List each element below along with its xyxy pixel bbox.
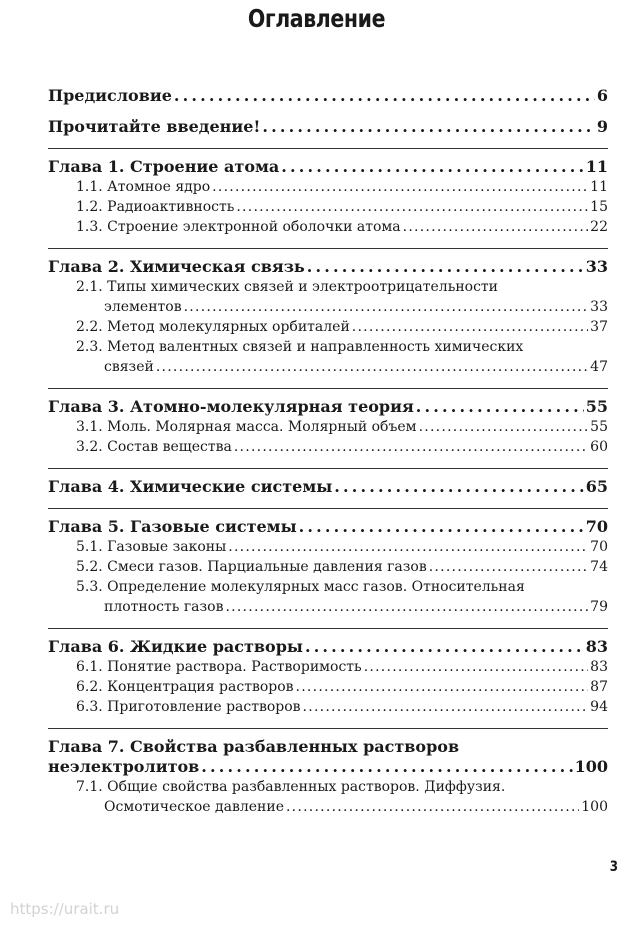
dot-leader xyxy=(403,217,589,237)
toc-page-number: 100 xyxy=(581,799,608,815)
toc-chapter[interactable] xyxy=(48,148,608,177)
dot-leader xyxy=(262,117,594,137)
dot-leader xyxy=(299,517,584,537)
toc-section[interactable] xyxy=(48,437,608,457)
toc-entry-title: 2.1. Типы химических связей и электроотрицательности xyxy=(76,279,498,295)
toc-entry-title: 6.3. Приготовление растворов xyxy=(76,699,301,715)
toc-entry-title: Предисловие xyxy=(48,86,172,105)
dot-leader xyxy=(296,677,589,697)
toc-entry-title: Глава 3. Атомно-молекулярная теория xyxy=(48,397,414,416)
toc-entry-title: Прочитайте введение! xyxy=(48,117,261,136)
toc-page-number: 70 xyxy=(585,517,608,536)
toc-page-number: 60 xyxy=(590,439,608,455)
dot-leader xyxy=(184,297,589,317)
toc-chapter[interactable] xyxy=(48,728,608,777)
toc-section[interactable] xyxy=(48,217,608,237)
table-of-contents xyxy=(48,86,608,817)
toc-chapter[interactable] xyxy=(48,117,608,137)
toc-entry-title: 2.3. Метод валентных связей и направленность химических xyxy=(76,339,524,355)
toc-entry-title: связей xyxy=(104,359,154,375)
toc-chapter[interactable] xyxy=(48,468,608,497)
toc-page-number: 6 xyxy=(596,86,608,105)
toc-page-number: 11 xyxy=(590,179,608,195)
dot-leader xyxy=(212,177,588,197)
toc-chapter[interactable] xyxy=(48,628,608,657)
dot-leader xyxy=(416,397,584,417)
toc-page-number: 87 xyxy=(590,679,608,695)
toc-section[interactable] xyxy=(48,777,608,817)
toc-entry-title: 5.1. Газовые законы xyxy=(76,539,227,555)
toc-page-number: 9 xyxy=(596,117,608,136)
dot-leader xyxy=(352,317,588,337)
toc-entry-title: Глава 5. Газовые системы xyxy=(48,517,297,536)
toc-entry-title: 1.3. Строение электронной оболочки атома xyxy=(76,219,401,235)
toc-section[interactable] xyxy=(48,537,608,557)
toc-page-number: 79 xyxy=(590,599,608,615)
toc-entry-title: Осмотическое давление xyxy=(104,799,284,815)
dot-leader xyxy=(419,417,589,437)
toc-entry-title: 6.1. Понятие раствора. Растворимость xyxy=(76,659,362,675)
dot-leader xyxy=(334,477,583,497)
toc-page-number: 55 xyxy=(590,419,608,435)
toc-page-number: 33 xyxy=(590,299,608,315)
toc-page-number: 100 xyxy=(574,757,608,776)
toc-entry-title: неэлектролитов xyxy=(48,757,200,776)
page-title: Оглавление xyxy=(247,4,386,33)
dot-leader xyxy=(228,537,588,557)
dot-leader xyxy=(234,437,588,457)
toc-entry-title: 5.2. Смеси газов. Парциальные давления газов xyxy=(76,559,427,575)
toc-entry-title: 6.2. Концентрация растворов xyxy=(76,679,294,695)
toc-entry-title: 1.1. Атомное ядро xyxy=(76,179,211,195)
toc-chapter[interactable] xyxy=(48,248,608,277)
toc-entry-title: 1.2. Радиоактивность xyxy=(76,199,235,215)
toc-page-number: 83 xyxy=(590,659,608,675)
toc-entry-title: 3.1. Моль. Молярная масса. Молярный объем xyxy=(76,419,417,435)
page-number: 3 xyxy=(609,859,619,875)
dot-leader xyxy=(307,257,584,277)
toc-section[interactable] xyxy=(48,557,608,577)
toc-entry-title: 5.3. Определение молекулярных масс газов. Относительная xyxy=(76,579,525,595)
watermark: https://urait.ru xyxy=(10,900,120,918)
toc-page-number: 15 xyxy=(590,199,608,215)
toc-entry-title: Глава 2. Химическая связь xyxy=(48,257,305,276)
toc-chapter[interactable] xyxy=(48,508,608,537)
dot-leader xyxy=(364,657,588,677)
toc-section[interactable] xyxy=(48,697,608,717)
dot-leader xyxy=(286,797,579,817)
dot-leader xyxy=(281,157,583,177)
toc-section[interactable] xyxy=(48,577,608,617)
toc-section[interactable] xyxy=(48,417,608,437)
toc-chapter[interactable] xyxy=(48,86,608,106)
toc-page-number: 74 xyxy=(590,559,608,575)
dot-leader xyxy=(201,757,572,777)
toc-section[interactable] xyxy=(48,277,608,317)
toc-chapter[interactable] xyxy=(48,388,608,417)
toc-entry-title: Глава 7. Свойства разбавленных растворов xyxy=(48,737,460,756)
toc-section[interactable] xyxy=(48,337,608,377)
toc-page-number: 37 xyxy=(590,319,608,335)
toc-page-number: 22 xyxy=(590,219,608,235)
toc-page-number: 65 xyxy=(585,477,608,496)
toc-page-number: 33 xyxy=(585,257,608,276)
toc-page-number: 83 xyxy=(585,637,608,656)
toc-entry-title: плотность газов xyxy=(104,599,224,615)
dot-leader xyxy=(225,597,588,617)
toc-entry-title: 2.2. Метод молекулярных орбиталей xyxy=(76,319,350,335)
dot-leader xyxy=(236,197,588,217)
toc-page-number: 55 xyxy=(585,397,608,416)
dot-leader xyxy=(305,637,584,657)
dot-leader xyxy=(429,557,588,577)
dot-leader xyxy=(303,697,589,717)
toc-page-number: 94 xyxy=(590,699,608,715)
toc-section[interactable] xyxy=(48,197,608,217)
dot-leader xyxy=(156,357,588,377)
toc-section[interactable] xyxy=(48,677,608,697)
toc-entry-title: Глава 6. Жидкие растворы xyxy=(48,637,303,656)
toc-page-number: 47 xyxy=(590,359,608,375)
toc-entry-title: 3.2. Состав вещества xyxy=(76,439,232,455)
toc-page-number: 70 xyxy=(590,539,608,555)
toc-page-number: 11 xyxy=(585,157,608,176)
toc-entry-title: Глава 4. Химические системы xyxy=(48,477,333,496)
toc-section[interactable] xyxy=(48,317,608,337)
toc-entry-title: элементов xyxy=(104,299,182,315)
toc-entry-title: 7.1. Общие свойства разбавленных растворов. Диффузия. xyxy=(76,779,506,795)
toc-section[interactable] xyxy=(48,657,608,677)
toc-section[interactable] xyxy=(48,177,608,197)
dot-leader xyxy=(174,86,595,106)
toc-entry-title: Глава 1. Строение атома xyxy=(48,157,280,176)
